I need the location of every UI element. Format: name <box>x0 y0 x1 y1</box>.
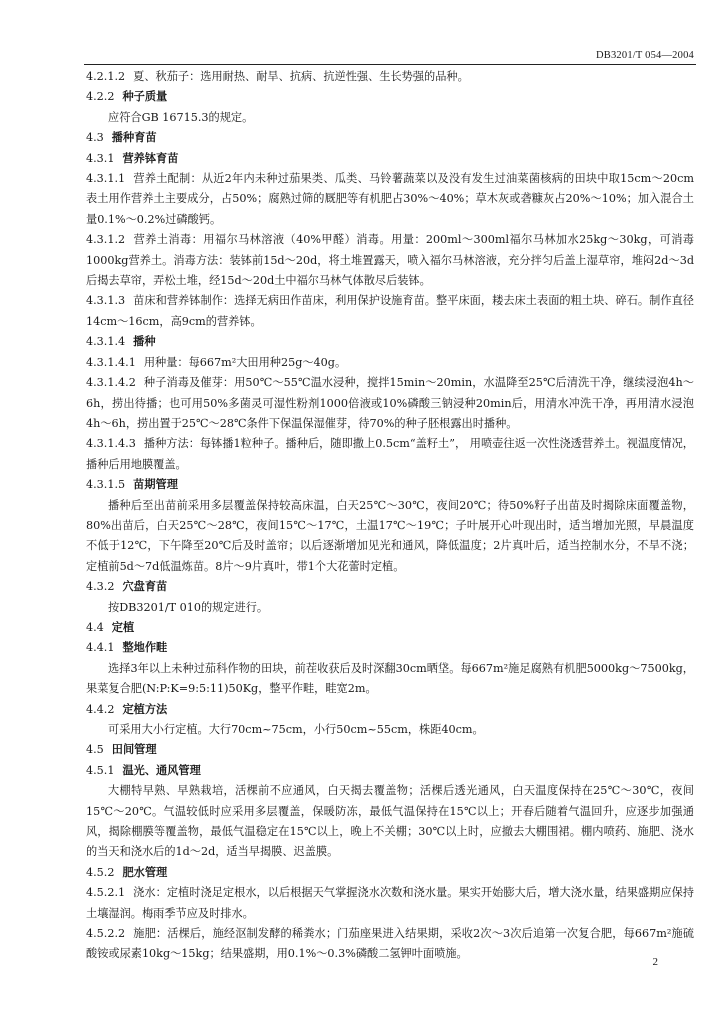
section-heading <box>86 475 694 495</box>
paragraph <box>86 659 694 700</box>
paragraph <box>86 781 694 863</box>
section-heading <box>86 577 694 597</box>
section-heading <box>86 128 694 148</box>
clause-text: 穴盘育苗 <box>122 580 168 594</box>
clause-number: 4.3.1.2 <box>86 233 126 247</box>
paragraph <box>86 67 694 87</box>
section-heading <box>86 638 694 658</box>
clause-number: 4.3.1.4.3 <box>86 437 136 451</box>
clause-number: 4.3.1.4.2 <box>86 376 136 390</box>
clause-text: 种子消毒及催芽：用50℃～55℃温水浸种，搅拌15min～20min，水温降至25℃后清洗干净，继续浸泡4h～6h，捞出待播；也可用50%多菌灵可湿性粉剂1000倍液或10%磷酸三钠浸种20min后，用清水冲洗干净，再用清水浸泡4h～6h，捞出置于25℃～28℃条件下保温保湿催芽，待70%的种子胚根露出时播种。 <box>86 376 694 430</box>
section-heading <box>86 740 694 760</box>
clause-text: 定植方法 <box>122 702 168 716</box>
paragraph <box>86 373 694 434</box>
clause-number: 4.5.2.1 <box>86 886 126 900</box>
clause-text: 播种方法：每钵播1粒种子。播种后，随即撒上0.5cm“盖籽土”， 用喷壶往返一次性浇透营养土。视温度情况，播种后用地膜覆盖。 <box>86 437 694 471</box>
clause-number: 4.2.2 <box>86 90 115 104</box>
clause-number: 4.5.1 <box>86 763 115 777</box>
clause-text: 苗期管理 <box>133 478 178 492</box>
clause-text: 按DB3201/T 010的规定进行。 <box>108 600 269 614</box>
clause-text: 应符合GB 16715.3的规定。 <box>108 110 254 124</box>
paragraph <box>86 598 694 618</box>
clause-text: 营养土配制：从近2年内未种过茄果类、瓜类、马铃薯蔬菜以及没有发生过油菜菌核病的田块中取15cm～20cm表土用作营养土主要成分，占50%；腐熟过筛的厩肥等有机肥占30%～40%；草木灰或砻糠灰占20%～10%；加入混合土量0.1%～0.2%过磷酸钙。 <box>86 172 694 226</box>
clause-text: 营养土消毒：用福尔马林溶液（40%甲醛）消毒。用量：200ml～300ml福尔马林加水25kg～30kg，可消毒1000kg营养土。消毒方法：装钵前15d～20d，将土堆置露天，喷入福尔马林溶液，充分拌匀后盖上湿草帘，堆闷2d～3d后揭去草帘，弄松土堆，经15d～20d土中福尔马林气体散尽后装钵。 <box>86 233 694 288</box>
clause-text: 营养钵育苗 <box>122 151 179 165</box>
paragraph <box>86 291 694 332</box>
clause-number: 4.4.2 <box>86 702 115 716</box>
clause-text: 播种育苗 <box>111 131 157 145</box>
section-heading <box>86 149 694 169</box>
paragraph <box>86 883 694 924</box>
paragraph <box>86 924 694 965</box>
clause-text: 苗床和营养钵制作：选择无病田作苗床，利用保护设施育苗。整平床面，耧去床土表面的粗土块、碎石。制作直径14cm～16cm，高9cm的营养钵。 <box>86 294 694 328</box>
section-heading <box>86 700 694 720</box>
clause-number: 4.3.2 <box>86 580 115 594</box>
clause-number: 4.3.1.1 <box>86 172 126 186</box>
page-number: 2 <box>652 956 658 968</box>
paragraph <box>86 720 694 740</box>
clause-text: 整地作畦 <box>122 641 168 655</box>
clause-text: 夏、秋茄子：选用耐热、耐旱、抗病、抗逆性强、生长势强的品种。 <box>133 70 469 83</box>
clause-text: 播种 <box>133 335 156 349</box>
clause-text: 播种后至出苗前采用多层覆盖保持较高床温，白天25℃～30℃，夜间20℃；待50%籽子出苗及时揭除床面覆盖物，80%出苗后，白天25℃～28℃，夜间15℃～17℃，土温17℃～19℃；子叶展开心叶现出时，适当增加光照，早晨温度不低于12℃，下午降至20℃后及时盖帘；以后逐渐增加见光和通风，降低温度；2片真叶后，适当控制水分，不旱不浇；定植前5d～7d低温炼苗。8片～9片真叶，带1个大花蕾时定植。 <box>86 498 694 573</box>
clause-text: 浇水：定植时浇足定根水，以后根据天气掌握浇水次数和浇水量。果实开始膨大后，增大浇水量，结果盛期应保持土壤湿润。梅雨季节应及时排水。 <box>86 886 694 920</box>
section-heading <box>86 332 694 352</box>
clause-number: 4.3.1.5 <box>86 478 126 492</box>
clause-number: 4.5.2.2 <box>86 927 126 941</box>
clause-number: 4.5.2 <box>86 865 115 879</box>
clause-text: 肥水管理 <box>122 865 168 879</box>
paragraph <box>86 230 694 291</box>
clause-text: 温光、通风管理 <box>122 763 201 777</box>
clause-text: 田间管理 <box>111 743 157 757</box>
section-heading <box>86 87 694 107</box>
section-heading <box>86 863 694 883</box>
clause-number: 4.3.1 <box>86 151 115 165</box>
clause-number: 4.3.1.4 <box>86 335 126 349</box>
clause-number: 4.5 <box>86 743 104 757</box>
clause-number: 4.4.1 <box>86 641 115 655</box>
paragraph <box>86 353 694 373</box>
clause-text: 种子质量 <box>122 90 168 104</box>
paragraph <box>86 108 694 128</box>
header-divider <box>84 64 696 65</box>
section-heading <box>86 618 694 638</box>
document-body <box>86 67 694 965</box>
paragraph <box>86 169 694 230</box>
paragraph <box>86 496 694 578</box>
clause-text: 定植 <box>111 620 135 634</box>
clause-number: 4.3 <box>86 131 104 145</box>
clause-text: 选择3年以上未种过茄科作物的田块，前茬收获后及时深翻30cm晒垡。每667m²施足腐熟有机肥5000kg～7500kg，果菜复合肥(N:P:K=9:5:11)50Kg，整平作畦，畦宽2m。 <box>86 661 694 696</box>
document-code: DB3201/T 054—2004 <box>595 50 694 61</box>
clause-text: 施肥：活棵后，施经沤制发酵的稀粪水；门茄座果进入结果期，采收2次～3次后追第一次复合肥，每667m²施硫酸铵或尿素10kg～15kg；结果盛期，用0.1%～0.3%磷酸二氢钾叶面喷施。 <box>86 927 694 961</box>
clause-number: 4.4 <box>86 620 104 634</box>
clause-number: 4.3.1.3 <box>86 294 126 308</box>
clause-text: 用种量：每667m²大田用种25g～40g。 <box>143 355 347 369</box>
clause-number: 4.2.1.2 <box>86 70 126 83</box>
clause-text: 可采用大小行定植。大行70cm~75cm，小行50cm~55cm，株距40cm。 <box>108 723 484 736</box>
section-heading <box>86 761 694 781</box>
clause-number: 4.3.1.4.1 <box>86 355 136 369</box>
clause-text: 大棚特早熟、早熟栽培，活棵前不应通风，白天揭去覆盖物；活棵后透光通风，白天温度保持在25℃～30℃，夜间15℃～20℃。气温较低时应采用多层覆盖，保暖防冻，最低气温保持在15℃以上；开春后随着气温回升，应逐步加强通风，揭除棚膜等覆盖物，最低气温稳定在15℃以上，晚上不关棚；30℃以上时，应撤去大棚围裙。棚内喷药、施肥、浇水的当天和浇水后的1d～2d，适当早揭膜、迟盖膜。 <box>86 784 694 859</box>
paragraph <box>86 434 694 475</box>
